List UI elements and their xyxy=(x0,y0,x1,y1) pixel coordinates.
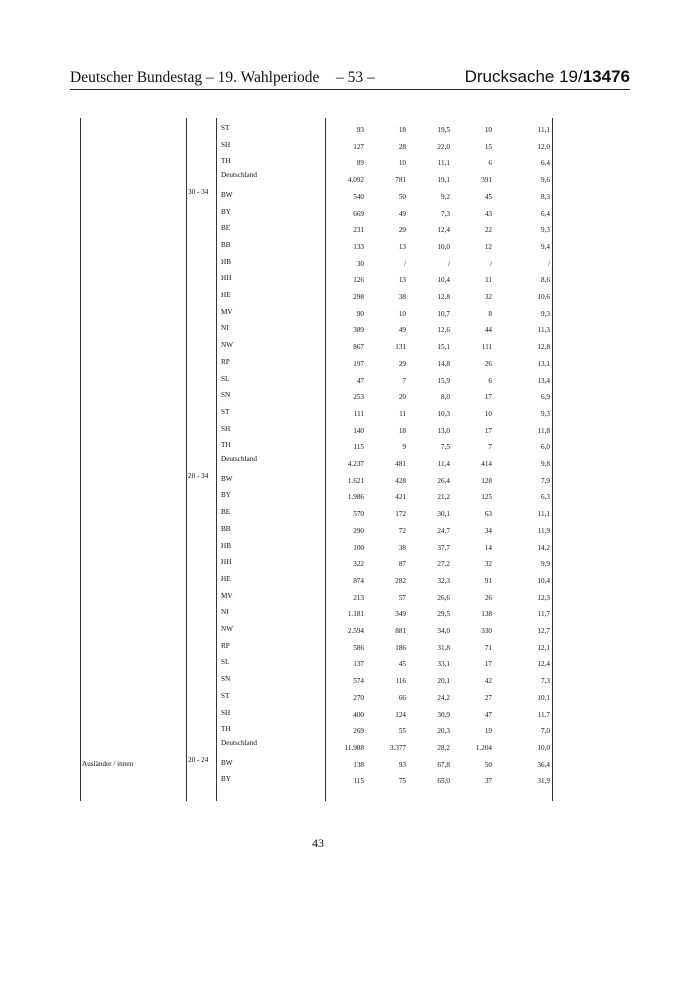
value-cell: 10,0 xyxy=(537,743,550,752)
value-cell: 6,3 xyxy=(541,493,550,502)
region-label: RP xyxy=(221,357,230,366)
region-label: BW xyxy=(221,758,233,767)
value-cell: 38 xyxy=(398,293,406,301)
value-cell: 126 xyxy=(353,276,364,285)
value-cell: 89 xyxy=(356,159,364,168)
table-rule-left xyxy=(80,118,81,801)
value-cell: 49 xyxy=(398,326,406,335)
value-cell: 7,9 xyxy=(541,476,550,485)
region-label: SH xyxy=(221,424,231,433)
value-cell: 11,1 xyxy=(537,510,550,519)
value-cell: 1.621 xyxy=(347,476,364,485)
value-cell: 30,1 xyxy=(437,510,450,519)
value-cell: 31,8 xyxy=(437,643,450,652)
value-cell: 29 xyxy=(398,226,406,235)
value-cell: 20,1 xyxy=(437,677,450,686)
value-cell: / xyxy=(404,259,406,268)
value-cell: 37,7 xyxy=(437,543,450,552)
region-label: BB xyxy=(221,240,231,249)
region-label: NI xyxy=(221,324,229,333)
value-cell: 10 xyxy=(398,309,406,318)
value-cell: 13 xyxy=(398,242,406,251)
value-cell: 282 xyxy=(395,576,406,585)
value-cell: 14 xyxy=(484,543,492,552)
region-label: HB xyxy=(221,541,231,550)
value-cell: 213 xyxy=(353,593,364,602)
value-cell: 22 xyxy=(484,226,492,235)
value-cell: 18 xyxy=(398,126,406,134)
value-cell: 17 xyxy=(484,660,492,669)
region-label: RP xyxy=(221,641,230,650)
value-cell: 9,3 xyxy=(541,409,550,418)
value-cell: 330 xyxy=(481,627,492,635)
value-cell: 24,7 xyxy=(437,526,450,535)
age-group-label: 20 - 34 xyxy=(188,471,209,480)
value-cell: 428 xyxy=(395,476,406,485)
value-cell: 12,4 xyxy=(437,226,450,235)
region-label: NW xyxy=(221,341,233,350)
value-cell: 32 xyxy=(484,293,492,301)
value-cell: 11,7 xyxy=(537,710,550,719)
region-label: NW xyxy=(221,625,233,633)
value-cell: 100 xyxy=(353,543,364,552)
value-cell: 349 xyxy=(395,610,406,619)
value-cell: 12,4 xyxy=(537,660,550,669)
value-cell: 14,8 xyxy=(437,359,450,368)
value-cell: 24,2 xyxy=(437,693,450,702)
value-cell: 15,9 xyxy=(437,376,450,385)
value-cell: 50 xyxy=(398,192,406,201)
value-cell: 414 xyxy=(481,460,492,468)
value-cell: 172 xyxy=(395,510,406,519)
value-cell: 669 xyxy=(353,209,364,218)
value-cell: 11 xyxy=(485,276,492,285)
value-cell: 13 xyxy=(398,276,406,285)
value-cell: 29 xyxy=(398,359,406,368)
value-cell: 11 xyxy=(399,409,406,418)
value-cell: 13,0 xyxy=(437,426,450,435)
region-label: HE xyxy=(221,574,231,583)
value-cell: 8,6 xyxy=(541,276,550,285)
value-cell: 19 xyxy=(484,727,492,736)
value-cell: 298 xyxy=(353,293,364,301)
value-cell: 128 xyxy=(481,476,492,485)
value-cell: 781 xyxy=(395,176,406,185)
value-cell: 91 xyxy=(484,576,492,585)
region-label: BW xyxy=(221,190,233,199)
region-label: MV xyxy=(221,591,233,600)
value-cell: 4.237 xyxy=(347,460,364,468)
value-cell: 13,4 xyxy=(537,376,550,385)
value-cell: 7,0 xyxy=(541,727,550,736)
value-cell: 10,6 xyxy=(537,293,550,301)
value-cell: 6,0 xyxy=(541,443,550,452)
value-cell: 12,8 xyxy=(437,293,450,301)
value-cell: 26,6 xyxy=(437,593,450,602)
value-cell: 17 xyxy=(484,393,492,402)
region-label: Deutschland xyxy=(221,738,257,747)
value-cell: 11.988 xyxy=(344,743,364,752)
value-cell: 26 xyxy=(484,359,492,368)
value-cell: 49 xyxy=(398,209,406,218)
value-cell: 6,4 xyxy=(541,209,550,218)
region-label: ST xyxy=(221,691,230,700)
region-label: BW xyxy=(221,474,233,483)
value-cell: 290 xyxy=(353,526,364,535)
table-rule-age-region xyxy=(216,118,217,801)
value-cell: 9 xyxy=(402,443,406,452)
value-cell: 10,4 xyxy=(437,276,450,285)
value-cell: 21,2 xyxy=(437,493,450,502)
value-cell: 197 xyxy=(353,359,364,368)
value-cell: 42 xyxy=(484,677,492,686)
value-cell: 3.377 xyxy=(389,743,406,752)
value-cell: 10 xyxy=(484,126,492,134)
value-cell: 570 xyxy=(353,510,364,519)
region-label: ST xyxy=(221,124,230,132)
value-cell: 12,3 xyxy=(537,593,550,602)
value-cell: 36,4 xyxy=(537,760,550,769)
value-cell: 12,0 xyxy=(537,142,550,151)
value-cell: 138 xyxy=(481,610,492,619)
header-number-part-b: 13476 xyxy=(582,67,630,86)
value-cell: 7,3 xyxy=(441,209,450,218)
value-cell: 20,3 xyxy=(437,727,450,736)
value-cell: 75 xyxy=(398,777,406,786)
value-cell: 11,8 xyxy=(537,426,550,435)
value-cell: 9,2 xyxy=(441,192,450,201)
value-cell: 10,0 xyxy=(437,242,450,251)
header-number-part-a: 19/ xyxy=(559,67,583,86)
value-cell: 47 xyxy=(356,376,364,385)
value-cell: 33,1 xyxy=(437,660,450,669)
region-label: HE xyxy=(221,291,231,299)
value-cell: 12 xyxy=(484,242,492,251)
value-cell: 10,1 xyxy=(537,693,550,702)
value-cell: 867 xyxy=(353,343,364,352)
value-cell: 12,6 xyxy=(437,326,450,335)
footer-page-number: 43 xyxy=(312,836,324,850)
value-cell: 481 xyxy=(395,460,406,468)
value-cell: 270 xyxy=(353,693,364,702)
value-cell: 67,8 xyxy=(437,760,450,769)
value-cell: 15,1 xyxy=(437,343,450,352)
region-label: BY xyxy=(221,491,231,500)
value-cell: 115 xyxy=(353,443,364,452)
value-cell: 50 xyxy=(484,760,492,769)
value-cell: 87 xyxy=(398,560,406,569)
value-cell: 9,8 xyxy=(541,460,550,468)
value-cell: 9,3 xyxy=(541,309,550,318)
value-cell: 4.092 xyxy=(347,176,364,185)
region-label: BE xyxy=(221,224,231,233)
header-document-number xyxy=(465,67,630,87)
value-cell: 11,4 xyxy=(437,460,450,468)
value-cell: 63 xyxy=(484,510,492,519)
table-rule-group-age xyxy=(186,118,187,801)
value-cell: 231 xyxy=(353,226,364,235)
value-cell: 66 xyxy=(398,693,406,702)
value-cell: 20 xyxy=(398,393,406,402)
value-cell: 30 xyxy=(356,259,364,268)
value-cell: 65,0 xyxy=(437,777,450,786)
header-drucksache-label: Drucksache xyxy=(464,67,560,86)
value-cell: 34,0 xyxy=(437,627,450,635)
value-cell: 269 xyxy=(353,727,364,736)
value-cell: 2.594 xyxy=(347,627,364,635)
region-label: BE xyxy=(221,508,231,517)
value-cell: 1.204 xyxy=(475,743,492,752)
region-label: TH xyxy=(221,157,231,166)
value-cell: 389 xyxy=(353,326,364,335)
region-label: SH xyxy=(221,708,231,717)
value-cell: 44 xyxy=(484,326,492,335)
value-cell: 8,0 xyxy=(441,393,450,402)
value-cell: 93 xyxy=(398,760,406,769)
value-cell: 11,7 xyxy=(537,610,550,619)
value-cell: 8 xyxy=(488,309,492,318)
region-label: HH xyxy=(221,274,232,283)
value-cell: 9,6 xyxy=(541,176,550,185)
value-cell: 133 xyxy=(353,242,364,251)
value-cell: 29,5 xyxy=(437,610,450,619)
region-label: SL xyxy=(221,374,230,383)
value-cell: 38 xyxy=(398,543,406,552)
value-cell: 400 xyxy=(353,710,364,719)
value-cell: 131 xyxy=(395,343,406,352)
value-cell: 7,5 xyxy=(441,443,450,452)
region-label: Deutschland xyxy=(221,171,257,180)
value-cell: 116 xyxy=(395,677,406,686)
value-cell: 27,2 xyxy=(437,560,450,569)
value-cell: 10,7 xyxy=(437,309,450,318)
value-cell: 72 xyxy=(398,526,406,535)
value-cell: 32,3 xyxy=(437,576,450,585)
value-cell: 6 xyxy=(488,159,492,168)
value-cell: 11,3 xyxy=(537,326,550,335)
region-label: Deutschland xyxy=(221,455,257,463)
value-cell: 45 xyxy=(484,192,492,201)
value-cell: 15 xyxy=(484,142,492,151)
table-rule-region-values xyxy=(325,118,326,801)
value-cell: 7 xyxy=(402,376,406,385)
region-label: HB xyxy=(221,257,231,266)
value-cell: 27 xyxy=(484,693,492,702)
value-cell: 115 xyxy=(353,777,364,786)
value-cell: 26 xyxy=(484,593,492,602)
value-cell: 71 xyxy=(484,643,492,652)
value-cell: 12,7 xyxy=(537,627,550,635)
region-label: SL xyxy=(221,658,230,667)
value-cell: 10,3 xyxy=(437,409,450,418)
region-label: BY xyxy=(221,775,231,784)
value-cell: / xyxy=(448,259,450,268)
value-cell: 30,9 xyxy=(437,710,450,719)
value-cell: 47 xyxy=(484,710,492,719)
value-cell: 124 xyxy=(395,710,406,719)
value-cell: 14,2 xyxy=(537,543,550,552)
value-cell: / xyxy=(548,259,550,268)
value-cell: 421 xyxy=(395,493,406,502)
value-cell: 574 xyxy=(353,677,364,686)
region-label: NI xyxy=(221,608,229,617)
value-cell: 22,0 xyxy=(437,142,450,151)
region-label: ST xyxy=(221,407,230,416)
value-cell: 1.986 xyxy=(347,493,364,502)
value-cell: 391 xyxy=(481,176,492,185)
value-cell: 32 xyxy=(484,560,492,569)
value-cell: 127 xyxy=(353,142,364,151)
value-cell: 322 xyxy=(353,560,364,569)
value-cell: 6,9 xyxy=(541,393,550,402)
value-cell: 93 xyxy=(356,126,364,134)
value-cell: 125 xyxy=(481,493,492,502)
value-cell: 28 xyxy=(398,142,406,151)
value-cell: 55 xyxy=(398,727,406,736)
value-cell: 18 xyxy=(398,426,406,435)
value-cell: 6 xyxy=(488,376,492,385)
value-cell: 12,1 xyxy=(537,643,550,652)
value-cell: 10,4 xyxy=(537,576,550,585)
value-cell: 90 xyxy=(356,309,364,318)
header-rule xyxy=(70,89,630,90)
value-cell: 586 xyxy=(353,643,364,652)
region-label: HH xyxy=(221,558,232,567)
value-cell: / xyxy=(490,259,492,268)
value-cell: 10 xyxy=(484,409,492,418)
table-rule-right xyxy=(552,118,553,801)
value-cell: 6,4 xyxy=(541,159,550,168)
age-group-label: 20 - 24 xyxy=(188,755,209,764)
value-cell: 11,1 xyxy=(437,159,450,168)
region-label: SN xyxy=(221,675,231,684)
value-cell: 7,3 xyxy=(541,677,550,686)
region-label: TH xyxy=(221,725,231,734)
region-label: BB xyxy=(221,524,231,533)
value-cell: 11,9 xyxy=(537,526,550,535)
region-label: SH xyxy=(221,140,231,149)
value-cell: 11,1 xyxy=(537,126,550,134)
group-label: Ausländer / innen xyxy=(82,759,134,768)
value-cell: 37 xyxy=(484,777,492,786)
value-cell: 19,5 xyxy=(437,126,450,134)
value-cell: 7 xyxy=(488,443,492,452)
value-cell: 34 xyxy=(484,526,492,535)
value-cell: 874 xyxy=(353,576,364,585)
value-cell: 186 xyxy=(395,643,406,652)
value-cell: 111 xyxy=(481,343,492,352)
value-cell: 9,3 xyxy=(541,226,550,235)
value-cell: 9,4 xyxy=(541,242,550,251)
value-cell: 540 xyxy=(353,192,364,201)
region-label: SN xyxy=(221,391,231,400)
region-label: TH xyxy=(221,441,231,450)
value-cell: 13,1 xyxy=(537,359,550,368)
value-cell: 1.181 xyxy=(347,610,364,619)
value-cell: 111 xyxy=(353,409,364,418)
value-cell: 43 xyxy=(484,209,492,218)
value-cell: 140 xyxy=(353,426,364,435)
header-title: Deutscher Bundestag – 19. Wahlperiode xyxy=(70,69,320,86)
value-cell: 17 xyxy=(484,426,492,435)
value-cell: 12,8 xyxy=(537,343,550,352)
value-cell: 137 xyxy=(353,660,364,669)
value-cell: 138 xyxy=(353,760,364,769)
value-cell: 10 xyxy=(398,159,406,168)
age-group-label: 30 - 34 xyxy=(188,187,209,196)
value-cell: 31,9 xyxy=(537,777,550,786)
value-cell: 8,3 xyxy=(541,192,550,201)
value-cell: 9,9 xyxy=(541,560,550,569)
value-cell: 57 xyxy=(398,593,406,602)
value-cell: 26,4 xyxy=(437,476,450,485)
value-cell: 881 xyxy=(395,627,406,635)
value-cell: 19,1 xyxy=(437,176,450,185)
region-label: MV xyxy=(221,307,233,316)
header-page-indicator: – 53 – xyxy=(336,69,375,86)
value-cell: 45 xyxy=(398,660,406,669)
value-cell: 253 xyxy=(353,393,364,402)
value-cell: 28,2 xyxy=(437,743,450,752)
region-label: BY xyxy=(221,207,231,216)
